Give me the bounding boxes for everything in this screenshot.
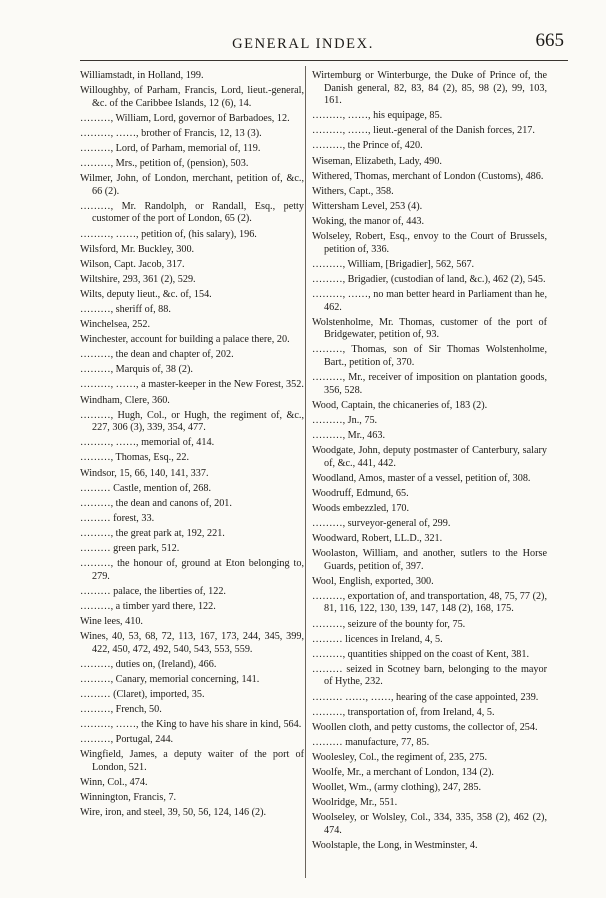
index-entry: ………, ……, the King to have his share in kind, 564. [80, 719, 302, 731]
index-entry: ………, the great park at, 192, 221. [80, 527, 225, 539]
index-entry: ………, the Prince of, 420. [312, 140, 423, 152]
index-entry: Williamstadt, in Holland, 199. [80, 70, 204, 81]
index-entry: ………, Jn., 75. [312, 414, 378, 426]
index-entry: ………, Lord, of Parham, memorial of, 119. [80, 142, 261, 154]
index-entry: Woolridge, Mr., 551. [312, 797, 398, 809]
running-title: GENERAL INDEX. [232, 36, 374, 52]
index-entry: ……… seized in Scotney barn, belonging to the mayor of Hythe, 232. [312, 663, 547, 688]
index-entry: ………, the dean and canons of, 201. [80, 497, 232, 509]
index-entry: Woodgate, John, deputy postmaster of Canterbury, salary of, &c., 441, 442. [312, 444, 547, 469]
index-entry: ………, seizure of the bounty for, 75. [312, 618, 466, 630]
index-entry: ………, Thomas, son of Sir Thomas Wolstenholme, Bart., petition of, 370. [312, 344, 547, 368]
index-column-left [80, 70, 304, 822]
index-entry: ………, Mr., receiver of imposition on plantation goods, 356, 528. [312, 371, 547, 396]
index-entry: Wirtemburg or Winterburge, the Duke of Prince of, the Danish general, 82, 83, 84 (2), 85, 98 (2), 99, 103, 161. [312, 70, 547, 107]
index-entry: ………, surveyor-general of, 299. [312, 517, 451, 529]
index-entry: Woolseley, or Wolsley, Col., 334, 335, 358 (2), 462 (2), 474. [312, 812, 547, 836]
index-entry: Winchelsea, 252. [80, 319, 151, 331]
header-rule [80, 60, 568, 61]
index-entry: Wiseman, Elizabeth, Lady, 490. [312, 155, 442, 167]
index-entry: ………, William, [Brigadier], 562, 567. [312, 258, 475, 270]
index-entry: ………, the dean and chapter of, 202. [80, 349, 234, 361]
index-entry: Woodland, Amos, master of a vessel, petition of, 308. [312, 472, 531, 484]
index-entry: Withers, Capt., 358. [312, 185, 394, 197]
index-entry: ……… Castle, mention of, 268. [80, 482, 212, 494]
index-entry: ………, Canary, memorial concerning, 141. [80, 673, 260, 685]
index-entry: ………, a timber yard there, 122. [80, 600, 216, 612]
index-entry: Woking, the manor of, 443. [312, 215, 425, 227]
index-entry: ………, ……, brother of Francis, 12, 13 (3). [80, 127, 262, 139]
index-entry: ………, ……, a master-keeper in the New Forest, 352. [80, 379, 304, 391]
index-entry: Windsor, 15, 66, 140, 141, 337. [80, 467, 209, 479]
index-entry: Wilson, Capt. Jacob, 317. [80, 258, 185, 270]
index-entry: Wilts, deputy lieut., &c. of, 154. [80, 288, 212, 300]
index-entry: ………, Mr., 463. [312, 429, 386, 441]
index-entry: ………, the honour of, ground at Eton belonging to, 279. [80, 558, 304, 582]
column-divider [305, 66, 306, 878]
index-entry: ………, sheriff of, 88. [80, 304, 171, 315]
index-entry: ……… palace, the liberties of, 122. [80, 585, 226, 597]
index-entry: Wingfield, James, a deputy waiter of the port of London, 521. [80, 749, 304, 773]
index-entry: Wood, Captain, the chicaneries of, 183 (2). [312, 399, 488, 411]
index-entry: ……… green park, 512. [80, 543, 180, 554]
index-entry: Winchester, account for building a palace there, 20. [80, 334, 290, 346]
index-entry: ……… ……, ……, hearing of the case appointed, 239. [312, 691, 539, 703]
index-entry: ………, transportation of, from Ireland, 4, 5. [312, 706, 495, 718]
index-entry: Woolaston, William, and another, sutlers to the Horse Guards, petition of, 397. [312, 548, 547, 572]
index-entry: Wool, English, exported, 300. [312, 575, 434, 587]
index-entry: Wolstenholme, Mr. Thomas, customer of the port of Bridgewater, petition of, 93. [312, 316, 547, 341]
index-entry: ………, Portugal, 244. [80, 734, 174, 746]
index-entry: ………, French, 50. [80, 704, 162, 716]
index-entry: Woods embezzled, 170. [312, 502, 410, 514]
index-entry: ……… forest, 33. [80, 512, 155, 524]
index-entry: ……… licences in Ireland, 4, 5. [312, 633, 443, 645]
index-entry: ………, quantities shipped on the coast of Kent, 381. [312, 648, 530, 660]
index-entry: ………, ……, memorial of, 414. [80, 437, 215, 449]
index-entry: Wire, iron, and steel, 39, 50, 56, 124, 146 (2). [80, 807, 267, 819]
index-entry: Woolstaple, the Long, in Westminster, 4. [312, 839, 478, 851]
index-entry: ………, Marquis of, 38 (2). [80, 364, 193, 376]
index-entry: Winn, Col., 474. [80, 777, 148, 788]
index-entry: Wilsford, Mr. Buckley, 300. [80, 243, 195, 255]
index-entry: Wittersham Level, 253 (4). [312, 200, 423, 212]
index-entry: Woodward, Robert, LL.D., 321. [312, 533, 443, 544]
index-entry: ………, Mrs., petition of, (pension), 503. [80, 158, 249, 170]
index-entry: Wolseley, Robert, Esq., envoy to the Court of Brussels, petition of, 336. [312, 231, 547, 255]
index-entry: ………, exportation of, and transportation, 48, 75, 77 (2), 81, 116, 122, 130, 139, 147, 148 (2), 168, 175. [312, 590, 547, 615]
index-entry: Withered, Thomas, merchant of London (Customs), 486. [312, 170, 544, 182]
index-entry: ……… (Claret), imported, 35. [80, 688, 205, 700]
index-entry: Woollet, Wm., (army clothing), 247, 285. [312, 782, 482, 794]
index-entry: Wiltshire, 293, 361 (2), 529. [80, 273, 196, 285]
index-entry: ………, ……, petition of, (his salary), 196. [80, 228, 257, 240]
index-entry: ……… manufacture, 77, 85. [312, 736, 430, 748]
page-number: 665 [535, 30, 564, 51]
index-entry: Wines, 40, 53, 68, 72, 113, 167, 173, 244, 345, 399, 422, 450, 472, 492, 540, 543, 553, 559. [80, 631, 304, 655]
index-entry: ………, William, Lord, governor of Barbadoes, 12. [80, 112, 290, 124]
index-entry: ………, ……, his equipage, 85. [312, 110, 443, 122]
index-entry: Woolfe, Mr., a merchant of London, 134 (2). [312, 767, 494, 778]
index-entry: ………, Hugh, Col., or Hugh, the regiment of, &c., 227, 306 (3), 339, 354, 477. [80, 409, 304, 434]
index-entry: ………, ……, no man better heard in Parliament than he, 462. [312, 288, 547, 313]
index-entry: ………, Mr. Randolph, or Randall, Esq., petty customer of the port of London, 65 (2). [80, 200, 304, 225]
index-entry: ………, ……, lieut.-general of the Danish forces, 217. [312, 125, 535, 137]
index-entry: Windham, Clere, 360. [80, 394, 170, 406]
index-entry: Woodruff, Edmund, 65. [312, 487, 409, 499]
page-header [0, 28, 606, 58]
index-entry: Wine lees, 410. [80, 615, 143, 627]
index-entry: ………, Brigadier, (custodian of land, &c.), 462 (2), 545. [312, 273, 546, 285]
index-column-right [312, 70, 547, 855]
index-entry: Wilmer, John, of London, merchant, petition of, &c., 66 (2). [80, 173, 304, 197]
index-entry: ………, Thomas, Esq., 22. [80, 452, 190, 464]
index-entry: ………, duties on, (Ireland), 466. [80, 658, 217, 670]
index-entry: Woolesley, Col., the regiment of, 235, 275. [312, 751, 488, 763]
index-entry: Winnington, Francis, 7. [80, 792, 177, 804]
index-entry: Woollen cloth, and petty customs, the collector of, 254. [312, 721, 538, 733]
index-entry: Willoughby, of Parham, Francis, Lord, lieut.-general, &c. of the Caribbee Islands, 12 (6), 14. [80, 85, 304, 109]
